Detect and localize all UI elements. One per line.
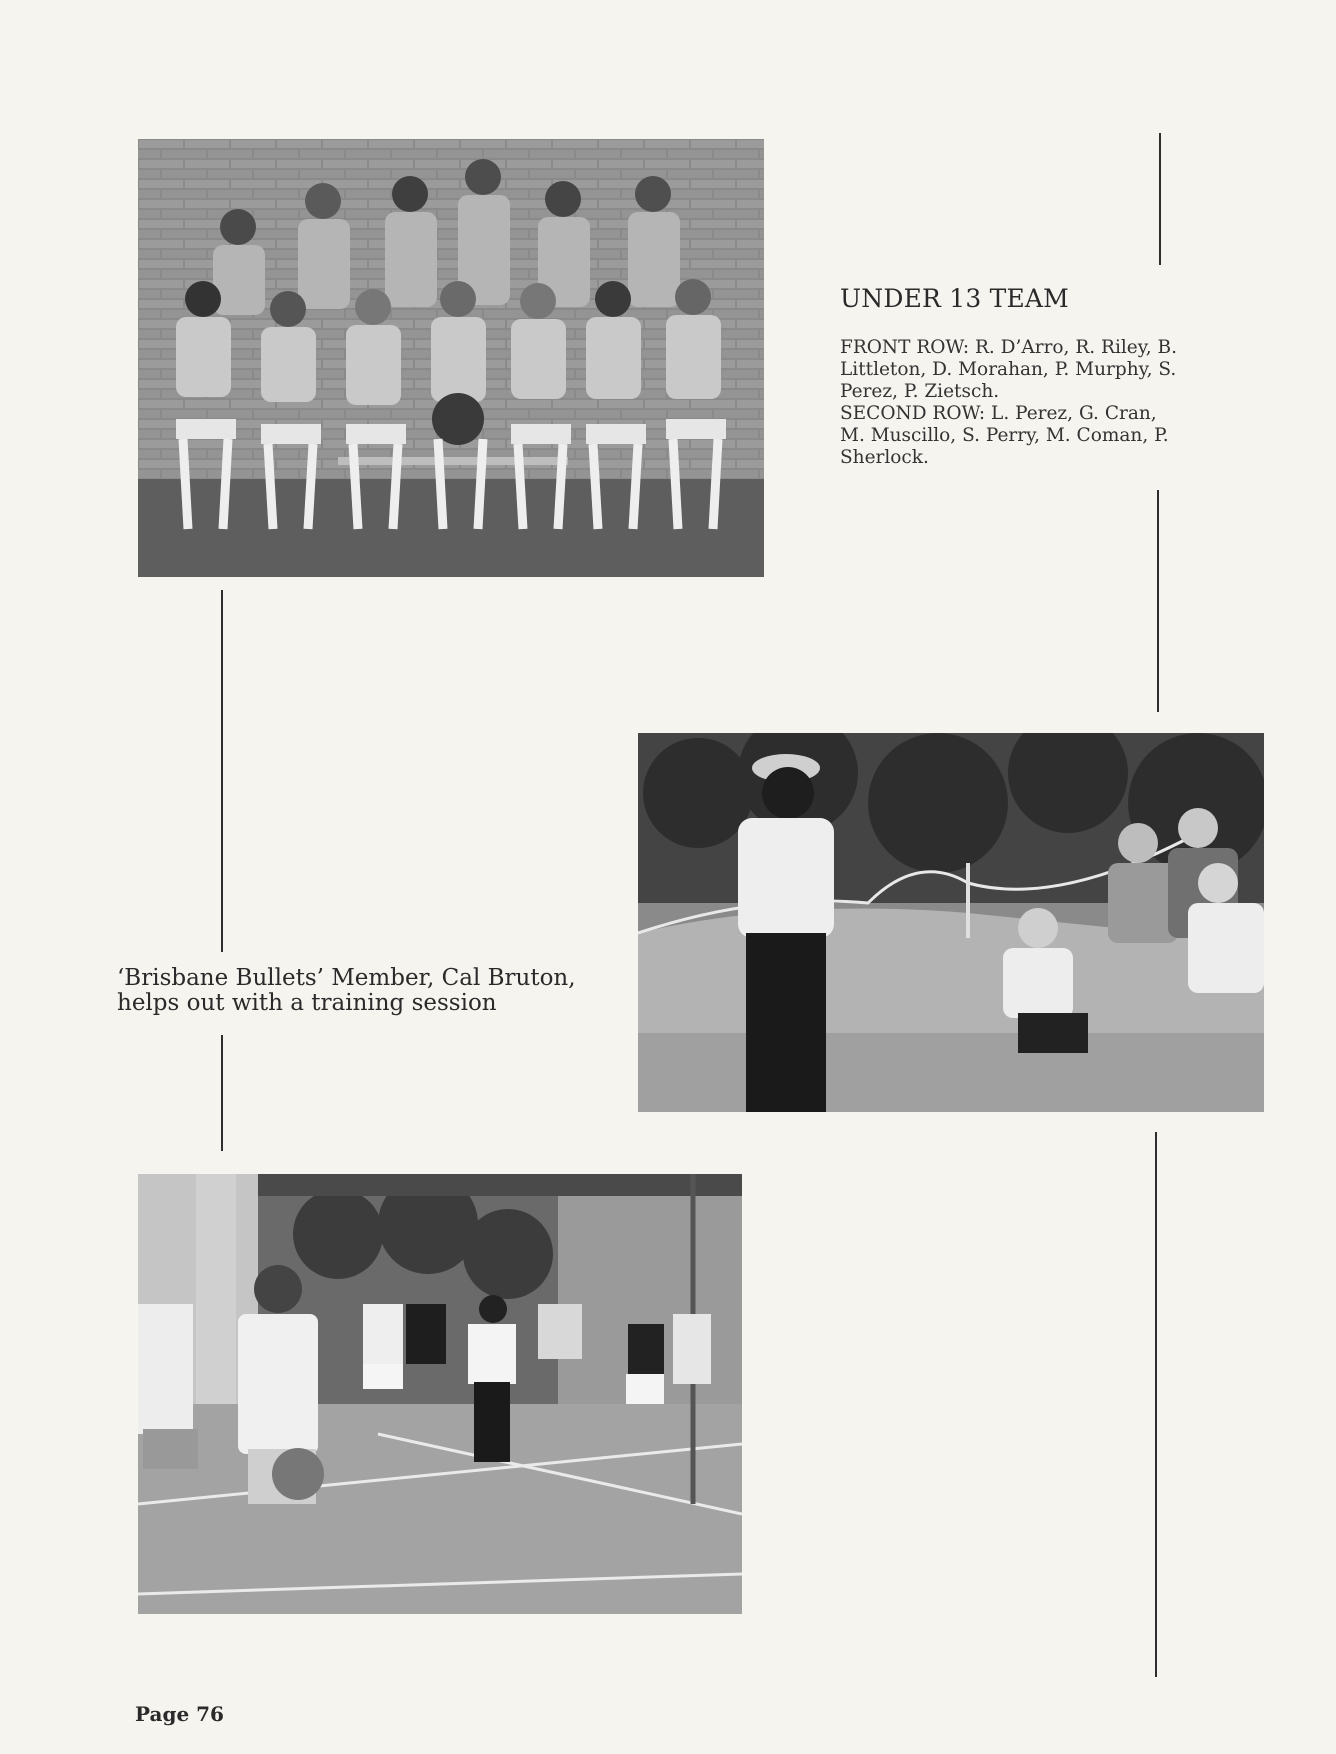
training-photo [138,1174,742,1614]
front-row-label: FRONT ROW: [840,337,970,358]
page-number: Page 76 [135,1702,224,1726]
training-photo-image [138,1174,742,1614]
second-row-paragraph [840,403,1185,469]
team-photo-image [138,139,764,577]
coach-photo [638,733,1264,1112]
front-row-paragraph [840,337,1185,403]
coach-photo-image [638,733,1264,1112]
second-row-label: SECOND ROW: [840,403,986,424]
team-photo [138,139,764,577]
divider-rule-right-middle [1157,490,1159,712]
team-roster [840,337,1185,469]
front-row-names: R. D’Arro, R. Riley, B. Littleton, D. Morahan, P. Murphy, S. Perez, P. Zietsch. [840,337,1177,402]
divider-rule-right-top [1159,133,1161,265]
second-row-names: L. Perez, G. Cran, M. Muscillo, S. Perry, M. Coman, P. Sherlock. [840,403,1169,468]
team-title: UNDER 13 TEAM [840,284,1069,313]
coach-photo-caption: ‘Brisbane Bullets’ Member, Cal Bruton, helps out with a training session [117,965,576,1016]
divider-rule-right-bottom [1155,1132,1157,1677]
divider-rule-left-top [221,590,223,952]
divider-rule-left-bottom [221,1035,223,1151]
